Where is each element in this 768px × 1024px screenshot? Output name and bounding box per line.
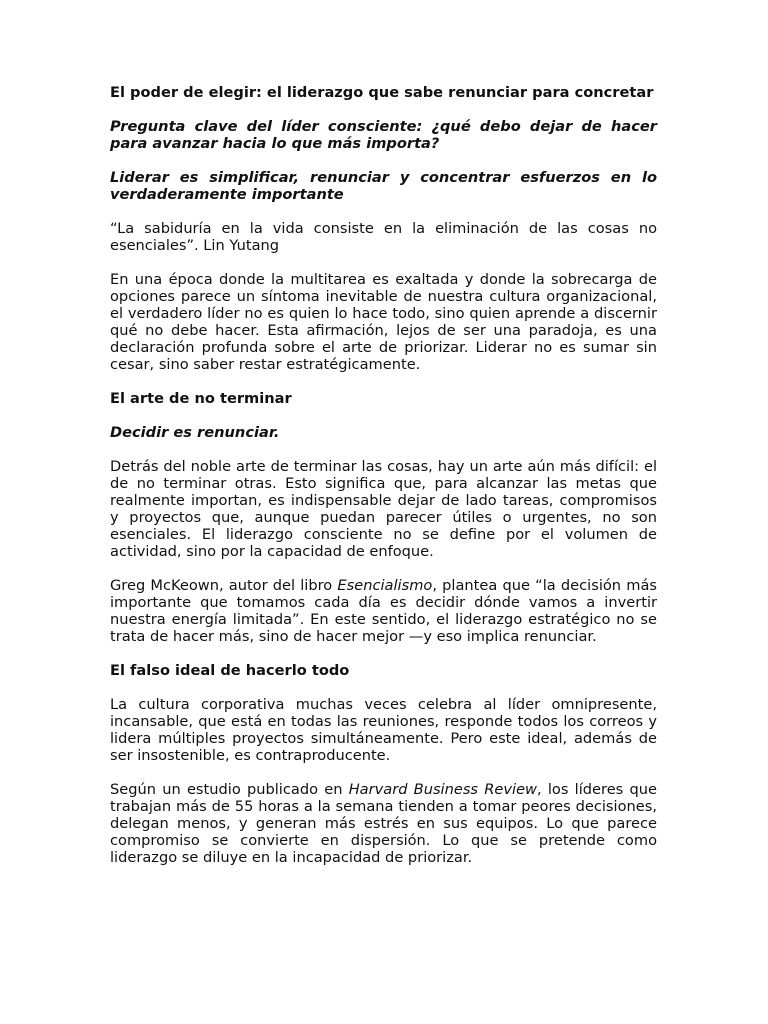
- body-paragraph: La cultura corporativa muchas veces celebra al líder omnipresente, incansable, que está en todas las reuniones, responde todos los correos y lidera múltiples proyectos simultáneamente. Pero este ideal, además de ser insostenible, es contraproducente.: [110, 696, 657, 764]
- source-title: Harvard Business Review: [348, 781, 537, 798]
- paragraph-text: Greg McKeown, autor del libro: [110, 577, 338, 594]
- paragraph-text: , plantea que “la decisión más importante que tomamos cada día es decidir dónde vamos a invertir nuestra energía limitada”. En este sentido, el liderazgo estratégico no se trata de hacer más, sino de hacer mejor —y eso implica renunciar.: [110, 577, 657, 645]
- document-subtitle: Liderar es simplificar, renunciar y concentrar esfuerzos en lo verdaderamente importante: [110, 169, 657, 203]
- document-page: [110, 84, 657, 883]
- intro-paragraph: En una época donde la multitarea es exaltada y donde la sobrecarga de opciones parece un síntoma inevitable de nuestra cultura organizacional, el verdadero líder no es quien lo hace todo, sino quien aprende a discernir qué no debe hacer. Esta afirmación, lejos de ser una paradoja, es una declaración profunda sobre el arte de priorizar. Liderar no es sumar sin cesar, sino saber restar estratégicamente.: [110, 271, 657, 373]
- section-heading-falso-ideal: El falso ideal de hacerlo todo: [110, 662, 350, 679]
- book-title: Esencialismo: [337, 577, 433, 594]
- body-paragraph: Detrás del noble arte de terminar las cosas, hay un arte aún más difícil: el de no terminar otras. Esto significa que, para alcanzar las metas que realmente importan, es indispensable dejar de lado tareas, compromisos y proyectos que, aunque puedan parecer útiles o urgentes, no son esenciales. El liderazgo consciente no se define por el volumen de actividad, sino por la capacidad de enfoque.: [110, 458, 657, 560]
- epigraph-quote: “La sabiduría en la vida consiste en la eliminación de las cosas no esenciales”. Lin Yutang: [110, 220, 657, 254]
- paragraph-text: Según un estudio publicado en: [110, 781, 349, 798]
- document-title: El poder de elegir: el liderazgo que sabe renunciar para concretar: [110, 84, 654, 101]
- mckeown-paragraph: [110, 577, 657, 645]
- section-heading-arte: El arte de no terminar: [110, 390, 292, 407]
- section-subheading-decidir: Decidir es renunciar.: [110, 424, 280, 441]
- hbr-paragraph: [110, 781, 657, 866]
- paragraph-text: , los líderes que trabajan más de 55 horas a la semana tienden a tomar peores decisiones, delegan menos, y generan más estrés en sus equipos. Lo que parece compromiso se convierte en dispersión. Lo que se pretende como liderazgo se diluye en la incapacidad de priorizar.: [110, 781, 657, 866]
- key-question: Pregunta clave del líder consciente: ¿qué debo dejar de hacer para avanzar hacia lo que más importa?: [110, 118, 657, 152]
